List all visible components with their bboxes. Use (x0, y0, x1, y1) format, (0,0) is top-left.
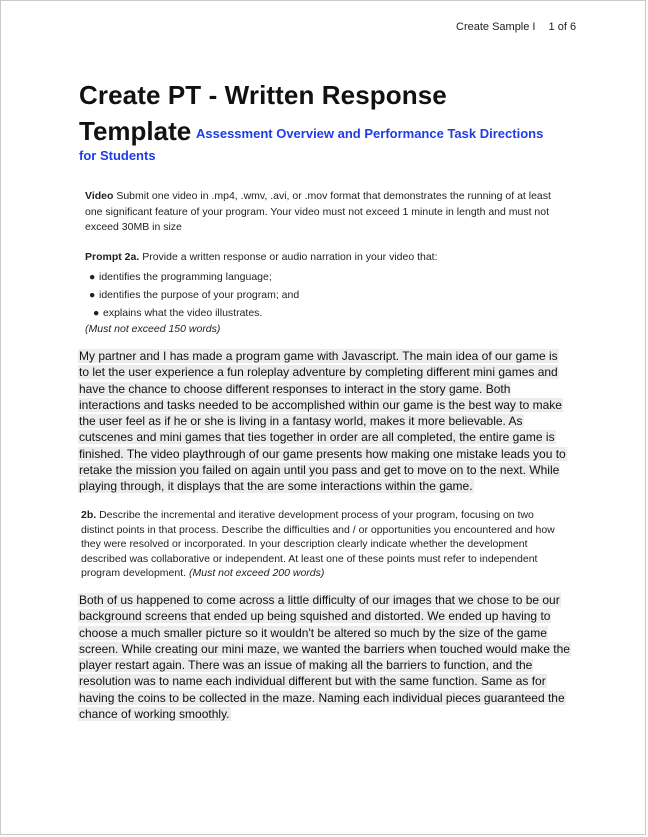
video-label: Video (85, 190, 114, 202)
bullet-icon: ● (89, 270, 96, 283)
response-2a (78, 348, 570, 495)
prompt-2b (81, 508, 567, 581)
bullet-icon: ● (93, 306, 100, 319)
list-item: ● explains what the video illustrates. (85, 304, 565, 322)
prompt-2b-word-limit: (Must not exceed 200 words) (188, 567, 325, 580)
prompt-2a-label: Prompt 2a. (85, 251, 140, 263)
bullet-icon: ● (89, 288, 96, 301)
document-subtitle: Assessment Overview and Performance Task Directions (196, 126, 544, 141)
document-title-line1: Create PT - Written Response (79, 80, 447, 110)
prompt-2a-bullet-list (85, 268, 565, 322)
page-header (456, 21, 576, 33)
video-text: Submit one video in .mp4, .wmv, .avi, or .mov format that demonstrates the running of at least one significant feature of your program. Your video must not exceed 1 minute in length and must not exceed 30MB in size (85, 190, 551, 233)
document-label: Create Sample I (456, 21, 536, 33)
prompt-2b-label: 2b. (81, 509, 97, 521)
prompt-2a (85, 250, 565, 337)
document-subtitle-continued: for Students (79, 148, 156, 163)
prompt-2a-word-limit: (Must not exceed 150 words) (85, 322, 221, 335)
video-instructions (85, 189, 565, 236)
page-indicator: 1 of 6 (548, 21, 577, 33)
prompt-2a-text: Provide a written response or audio narration in your video that: (142, 251, 438, 263)
response-2b-text: Both of us happened to come across a little difficulty of our images that we chose to be our background screens that ended up being squished and distorted. We ended up having to choose a much smaller picture so it wouldn't be altered so much by the size of the game screen. While creating our mini maze, we wanted the barriers when touched would make the player restart again. There was an issue of making all the barriers to function, and the resolution was to name each individual different but with the same function. Same as for having the coins to be collected in the maze. Naming each individual pieces guaranteed the chance of working smoothly. (79, 593, 570, 722)
prompt-2b-text: Describe the incremental and iterative development process of your program, focusing on two distinct points in that process. Describe the difficulties and / or opportunities you encountered and how they were resolved or incorporated. In your description clearly indicate whether the development described was collaborative or independent. At least one of these points must refer to independent program development. (81, 509, 555, 580)
response-2a-text: My partner and I has made a program game with Javascript. The main idea of our game is to let the user experience a fun roleplay adventure by completing different mini games and have the chance to choose different responses to interact in the story game. Both interactions and tasks needed to be accomplished within our game is the best way to make the user feel as if he or she is living in a fantasy world, makes it more believable. As cutscenes and mini games that ties together in order are all completed, the entire game is finished. The video playthrough of our game presents how making one mistake leads you to retake the mission you failed on again until you pass and get to move on to the next. While playing through, it displays that the are some interactions within the game. (79, 349, 566, 494)
list-item: ● identifies the purpose of your program; and (85, 286, 565, 304)
document-title-line2: Template (79, 116, 192, 146)
list-item: ● identifies the programming language; (85, 268, 565, 286)
response-2b (78, 592, 570, 722)
